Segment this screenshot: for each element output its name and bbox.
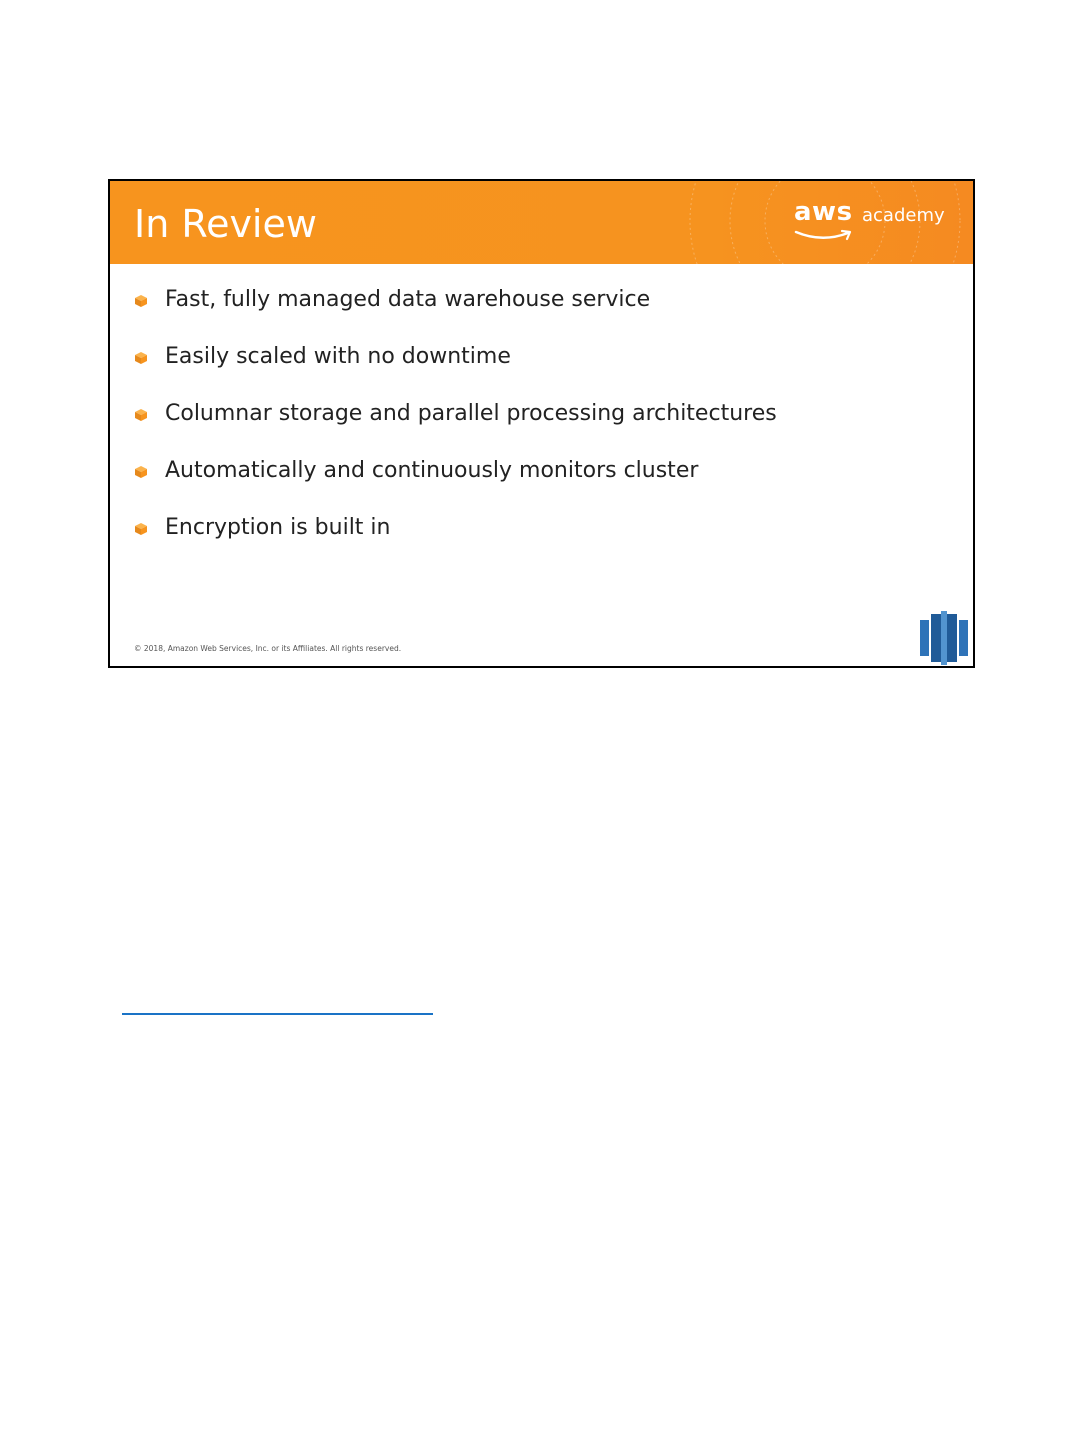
aws-cube-icon	[134, 465, 148, 479]
bullet-text: Columnar storage and parallel processing architectures	[165, 401, 777, 426]
aws-academy-logo	[794, 199, 944, 247]
aws-cube-icon	[134, 351, 148, 365]
aws-cube-icon	[134, 522, 148, 536]
slide-header	[110, 181, 973, 264]
hyperlink-underline[interactable]	[122, 1013, 433, 1015]
aws-smile-icon	[794, 229, 856, 241]
logo-product: academy	[862, 205, 945, 226]
slide-title: In Review	[134, 202, 317, 246]
slide	[108, 179, 975, 668]
aws-cube-icon	[134, 294, 148, 308]
bullet-text: Encryption is built in	[165, 515, 391, 540]
amazon-redshift-icon	[919, 611, 969, 665]
bullet-text: Fast, fully managed data warehouse service	[165, 287, 651, 312]
bullet-text: Easily scaled with no downtime	[165, 344, 511, 369]
copyright-notice: © 2018, Amazon Web Services, Inc. or its Affiliates. All rights reserved.	[134, 644, 402, 653]
aws-cube-icon	[134, 408, 148, 422]
logo-brand: aws	[794, 197, 853, 227]
bullet-text: Automatically and continuously monitors cluster	[165, 458, 699, 483]
